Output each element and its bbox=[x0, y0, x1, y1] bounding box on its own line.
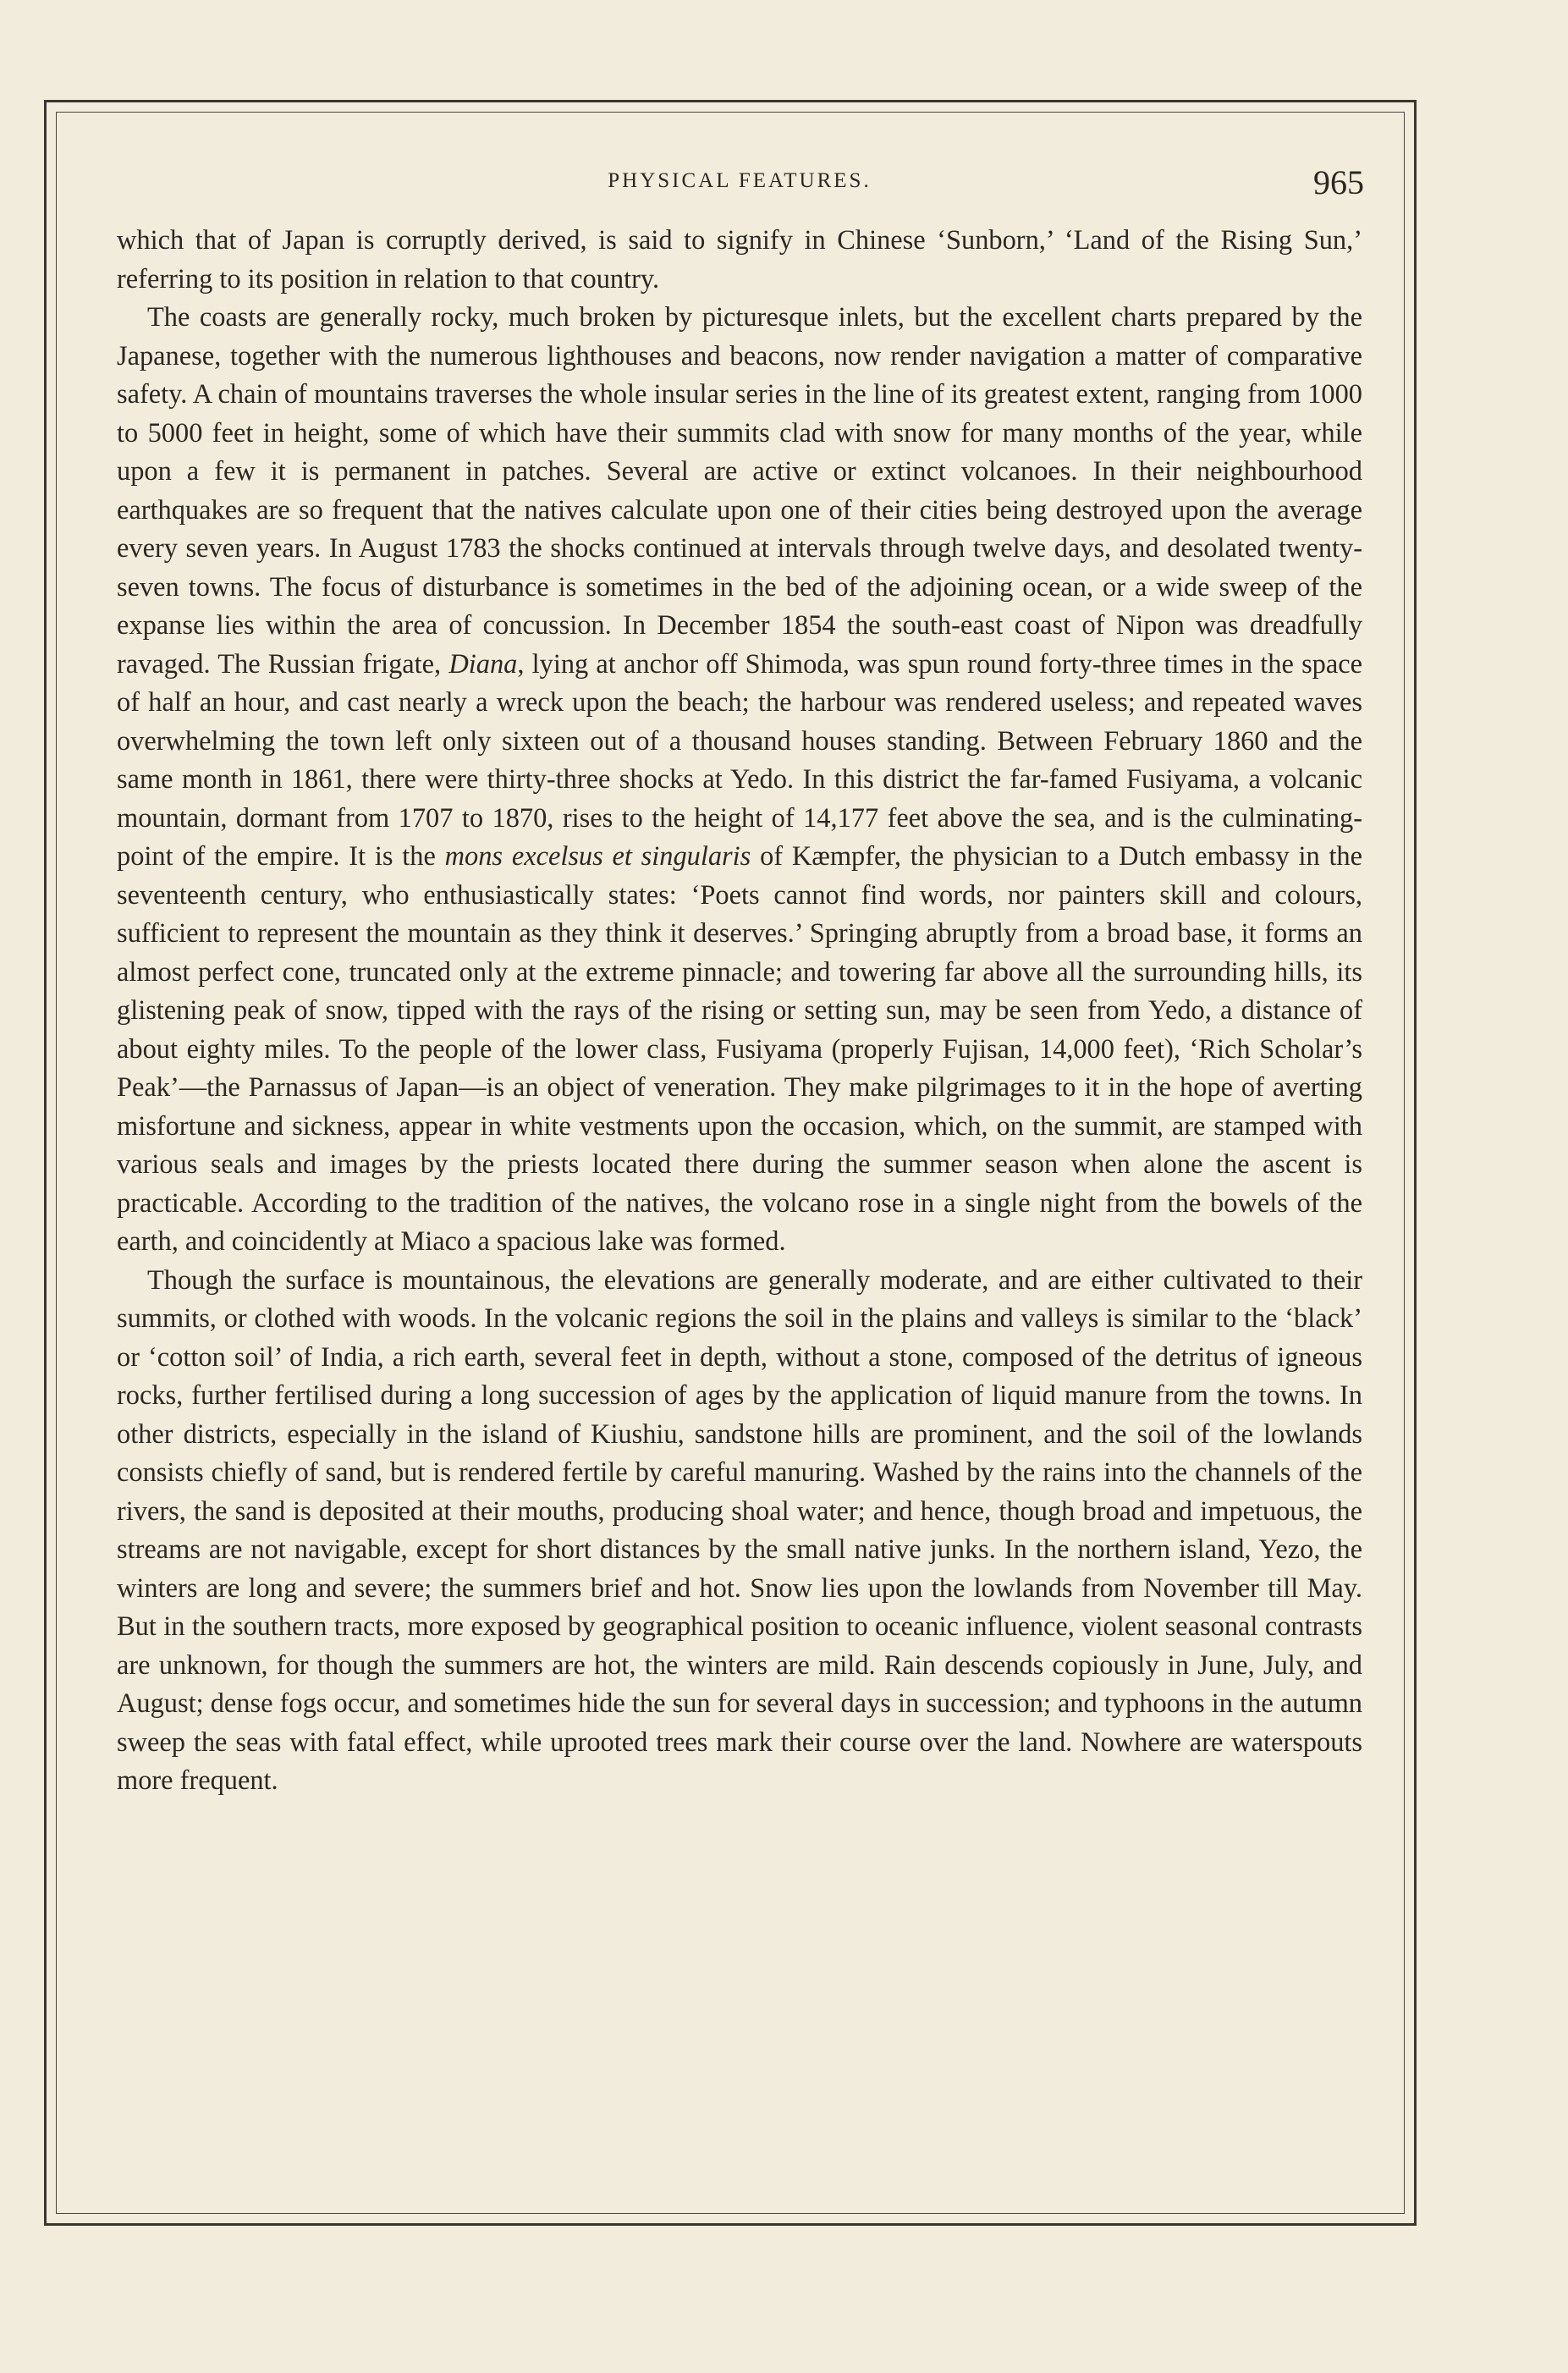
paragraph-surface-and-climate: Though the surface is mountainous, the elevations are generally moderate, and are either cultivated to their summits, or clothed with woods. In the volcanic regions the soil in the plains and valleys is similar to the ‘black’ or ‘cotton soil’ of India, a rich earth, several feet in depth, without a stone, composed of the detritus of igneous rocks, further fertilised during a long succession of ages by the application of liquid manure from the towns. In other districts, especially in the island of Kiushiu, sandstone hills are prominent, and the soil of the lowlands consists chiefly of sand, but is rendered fertile by careful manuring. Washed by the rains into the channels of the rivers, the sand is deposited at their mouths, producing shoal water; and hence, though broad and impetuous, the streams are not navigable, except for short distances by the small native junks. In the northern island, Yezo, the winters are long and severe; the summers brief and hot. Snow lies upon the lowlands from November till May. But in the southern tracts, more exposed by geographical position to oceanic influence, violent seasonal contrasts are unknown, for though the summers are hot, the winters are mild. Rain descends copiously in June, July, and August; dense fogs occur, and sometimes hide the sun for several days in succession; and typhoons in the autumn sweep the seas with fatal effect, while uprooted trees mark their course over the land. Nowhere are waterspouts more frequent. bbox=[117, 1264, 1362, 1796]
page-number: 965 bbox=[1313, 163, 1364, 201]
body-text bbox=[117, 222, 1362, 1801]
ship-name-diana: Diana bbox=[448, 648, 518, 680]
paragraph-coasts-and-fusiyama bbox=[117, 299, 1362, 1262]
text-run: The coasts are generally rocky, much broken by picturesque inlets, but the excellent charts prepared by the Japanese, together with the numerous lighthouses and beacons, now render navigation a matter of comparative safety. A chain of mountains traverses the whole insular series in the line of its greatest extent, ranging from 1000 to 5000 feet in height, some of which have their summits clad with snow for many months of the year, while upon a few it is permanent in patches. Several are active or extinct volcanoes. In their neighbourhood earthquakes are so frequent that the natives calculate upon one of their cities being destroyed upon the average every seven years. In August 1783 the shocks continued at intervals through twelve days, and desolated twenty-seven towns. The focus of disturbance is sometimes in the bed of the adjoining ocean, or a wide sweep of the expanse lies within the area of concussion. In December 1854 the south-east coast of Nipon was dreadfully ravaged. The Russian frigate, bbox=[117, 302, 1362, 680]
text-run: , lying at anchor off Shimoda, was spun round forty-three times in the space of half an hour, and cast nearly a wreck upon the beach; the harbour was rendered useless; and repeated waves overwhelming the town left only sixteen out of a thousand houses standing. Between February 1860 and the same month in 1861, there were thirty-three shocks at Yedo. In this district the far-famed Fusiyama, a volcanic mountain, dormant from 1707 to 1870, rises to the height of 14,177 feet above the sea, and is the culminating-point of the empire. It is the bbox=[117, 648, 1362, 872]
text-run: of Kæmpfer, the physician to a Dutch embassy in the seventeenth century, who enthusiastically states: ‘Poets cannot find words, nor painters skill and colours, sufficient to represent the mountain as they think it deserves.’ Springing abruptly from a broad base, it forms an almost perfect cone, truncated only at the extreme pinnacle; and towering far above all the surrounding hills, its glistening peak of snow, tipped with the rays of the rising or setting sun, may be seen from Yedo, a distance of about eighty miles. To the people of the lower class, Fusiyama (properly Fujisan, 14,000 feet), ‘Rich Scholar’s Peak’—the Parnassus of Japan—is an object of veneration. They make pilgrimages to it in the hope of averting misfortune and sickness, appear in white vestments upon the occasion, which, on the summit, are stamped with various seals and images by the priests located there during the summer season when alone the ascent is practicable. According to the tradition of the natives, the volcano rose in a single night from the bowels of the earth, and coincidently at Miaco a spacious lake was formed. bbox=[117, 841, 1363, 1257]
running-head: PHYSICAL FEATURES. bbox=[608, 169, 872, 192]
latin-phrase: mons excelsus et singularis bbox=[444, 841, 751, 872]
page-header bbox=[115, 162, 1364, 205]
paragraph-continuation: which that of Japan is corruptly derived, is said to signify in Chinese ‘Sunborn,’ ‘Land of the Rising Sun,’ referring to its position in relation to that country. bbox=[117, 225, 1362, 295]
